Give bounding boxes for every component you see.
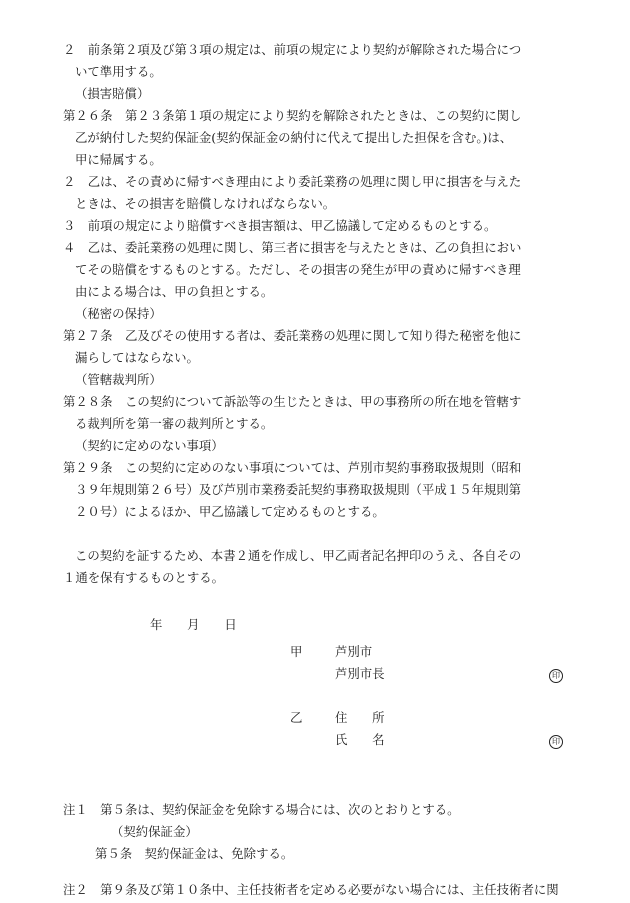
text-line: 住 所 (335, 710, 385, 725)
text-line: 氏 名 (335, 732, 385, 747)
text-line: （契約に定めのない事項） (75, 438, 224, 453)
text-line: 年 月 日 (150, 617, 237, 632)
text-line: てその賠償をするものとする。ただし、その損害の発生が甲の責めに帰すべき理 (75, 262, 521, 277)
text-line: （秘密の保持） (75, 306, 162, 321)
text-line: 由による場合は、甲の負担とする。 (75, 284, 274, 299)
text-line: 注１ 第５条は、契約保証金を免除する場合には、次のとおりとする。 (63, 802, 460, 817)
text-line: （契約保証金） (111, 824, 198, 839)
text-line: 第２８条 この契約について訴訟等の生じたときは、甲の事務所の所在地を管轄す (63, 394, 522, 409)
text-line: 芦別市長 (335, 666, 385, 681)
text-line: （損害賠償） (75, 86, 150, 101)
text-line: 甲 (290, 644, 303, 659)
text-line: ２ 乙は、その責めに帰すべき理由により委託業務の処理に関し甲に損害を与えた (63, 174, 522, 189)
text-line: 芦別市 (335, 644, 373, 659)
text-line: 注２ 第９条及び第１０条中、主任技術者を定める必要がない場合には、主任技術者に関 (63, 882, 559, 897)
text-line: 乙 (290, 710, 303, 725)
text-line: 甲に帰属する。 (75, 152, 162, 167)
text-line: ３９年規則第２６号）及び芦別市業務委託契約事務取扱規則（平成１５年規則第 (75, 482, 522, 497)
text-line: 第２７条 乙及びその使用する者は、委託業務の処理に関して知り得た秘密を他に (63, 328, 522, 343)
text-line: 第２６条 第２３条第１項の規定により契約を解除されたときは、この契約に関し (63, 108, 522, 123)
text-line: ときは、その損害を賠償しなければならない。 (75, 196, 336, 211)
text-line: １通を保有するものとする。 (63, 570, 225, 585)
text-line: ３ 前項の規定により賠償すべき損害額は、甲乙協議して定めるものとする。 (63, 218, 497, 233)
text-line: 漏らしてはならない。 (75, 350, 199, 365)
text-line: 第２９条 この契約に定めのない事項については、芦別市契約事務取扱規則（昭和 (63, 460, 522, 475)
text-line: る裁判所を第一審の裁判所とする。 (75, 416, 274, 431)
text-line: ４ 乙は、委託業務の処理に関し、第三者に損害を与えたときは、乙の負担におい (63, 240, 522, 255)
text-line: ２ 前条第２項及び第３項の規定は、前項の規定により契約が解除された場合につ (63, 42, 522, 57)
text-line: （管轄裁判所） (75, 372, 162, 387)
text-line: 第５条 契約保証金は、免除する。 (95, 846, 294, 861)
text-line: いて準用する。 (75, 64, 162, 79)
text-line: ２０号）によるほか、甲乙協議して定めるものとする。 (75, 504, 385, 519)
seal-mark-icon: 印 (549, 669, 563, 683)
text-line: この契約を証するため、本書２通を作成し、甲乙両者記名押印のうえ、各自その (75, 548, 522, 563)
seal-mark-icon: 印 (549, 735, 563, 749)
text-line: 乙が納付した契約保証金(契約保証金の納付に代えて提出した担保を含む。)は、 (75, 130, 513, 145)
